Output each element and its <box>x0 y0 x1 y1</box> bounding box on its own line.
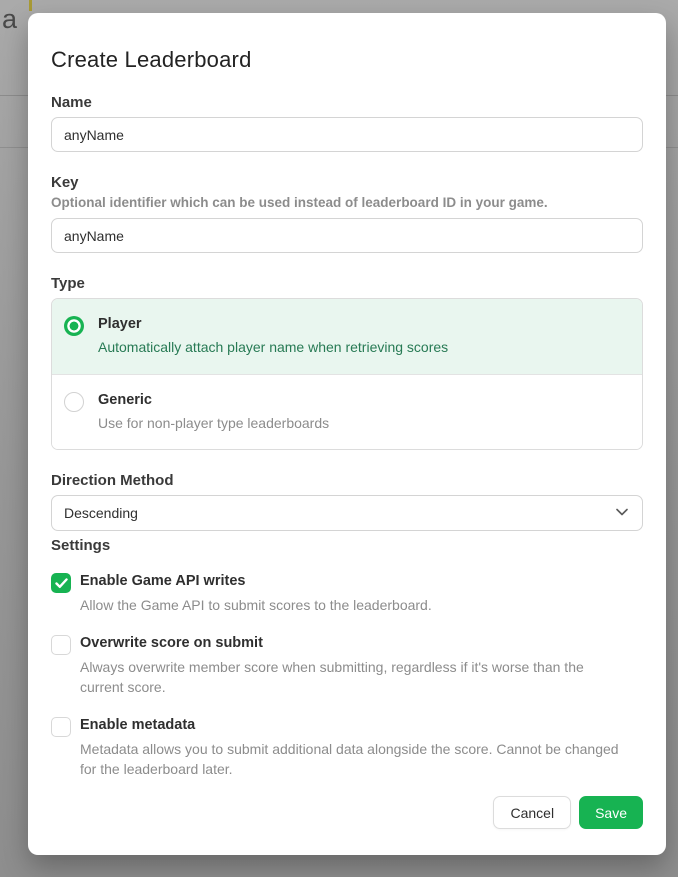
type-option-generic[interactable] <box>52 374 642 450</box>
name-field-group <box>51 94 643 152</box>
direction-selected-value: Descending <box>64 505 138 522</box>
key-input[interactable] <box>51 218 643 253</box>
checkbox-unchecked-icon[interactable] <box>51 717 71 737</box>
setting-label: Enable metadata <box>80 717 196 734</box>
setting-overwrite-score-on-submit <box>51 634 643 697</box>
name-label: Name <box>51 94 92 111</box>
modal-footer <box>493 796 643 829</box>
type-options-card <box>51 298 643 450</box>
checkbox-checked-icon[interactable] <box>51 573 71 593</box>
radio-unselected-icon[interactable] <box>64 392 84 412</box>
chevron-down-icon <box>616 508 628 516</box>
setting-label: Overwrite score on submit <box>80 635 263 652</box>
direction-label: Direction Method <box>51 472 174 490</box>
modal-title: Create Leaderboard <box>51 47 252 72</box>
type-option-label: Generic <box>98 391 152 408</box>
type-option-player[interactable] <box>52 299 642 374</box>
setting-enable-game-api-writes <box>51 572 643 615</box>
type-option-description: Use for non-player type leaderboards <box>98 414 330 431</box>
setting-description: Metadata allows you to submit additional data alongside the score. Cannot be changed for the leaderboard later. <box>80 741 619 778</box>
settings-label: Settings <box>51 537 111 555</box>
setting-label: Enable Game API writes <box>80 573 246 590</box>
setting-enable-metadata <box>51 716 643 779</box>
direction-field-group <box>51 472 643 531</box>
name-input[interactable] <box>51 117 643 152</box>
direction-select[interactable] <box>51 495 643 531</box>
checkmark-icon <box>55 578 68 589</box>
key-field-group <box>51 174 643 253</box>
checkbox-unchecked-icon[interactable] <box>51 635 71 655</box>
save-button[interactable]: Save <box>579 796 643 829</box>
key-help-text: Optional identifier which can be used instead of leaderboard ID in your game. <box>51 195 548 210</box>
create-leaderboard-modal <box>28 13 666 855</box>
type-label: Type <box>51 275 85 292</box>
radio-selected-icon[interactable] <box>64 316 84 336</box>
type-option-label: Player <box>98 316 142 332</box>
setting-description: Allow the Game API to submit scores to the leaderboard. <box>80 597 432 614</box>
cancel-button[interactable]: Cancel <box>493 796 571 829</box>
key-label: Key <box>51 174 79 191</box>
setting-description: Always overwrite member score when submitting, regardless if it's worse than the current score. <box>80 658 584 696</box>
background-caret <box>29 0 32 11</box>
background-page-text: a <box>2 4 18 34</box>
type-option-description: Automatically attach player name when retrieving scores <box>98 338 449 355</box>
type-field-group <box>51 275 643 450</box>
